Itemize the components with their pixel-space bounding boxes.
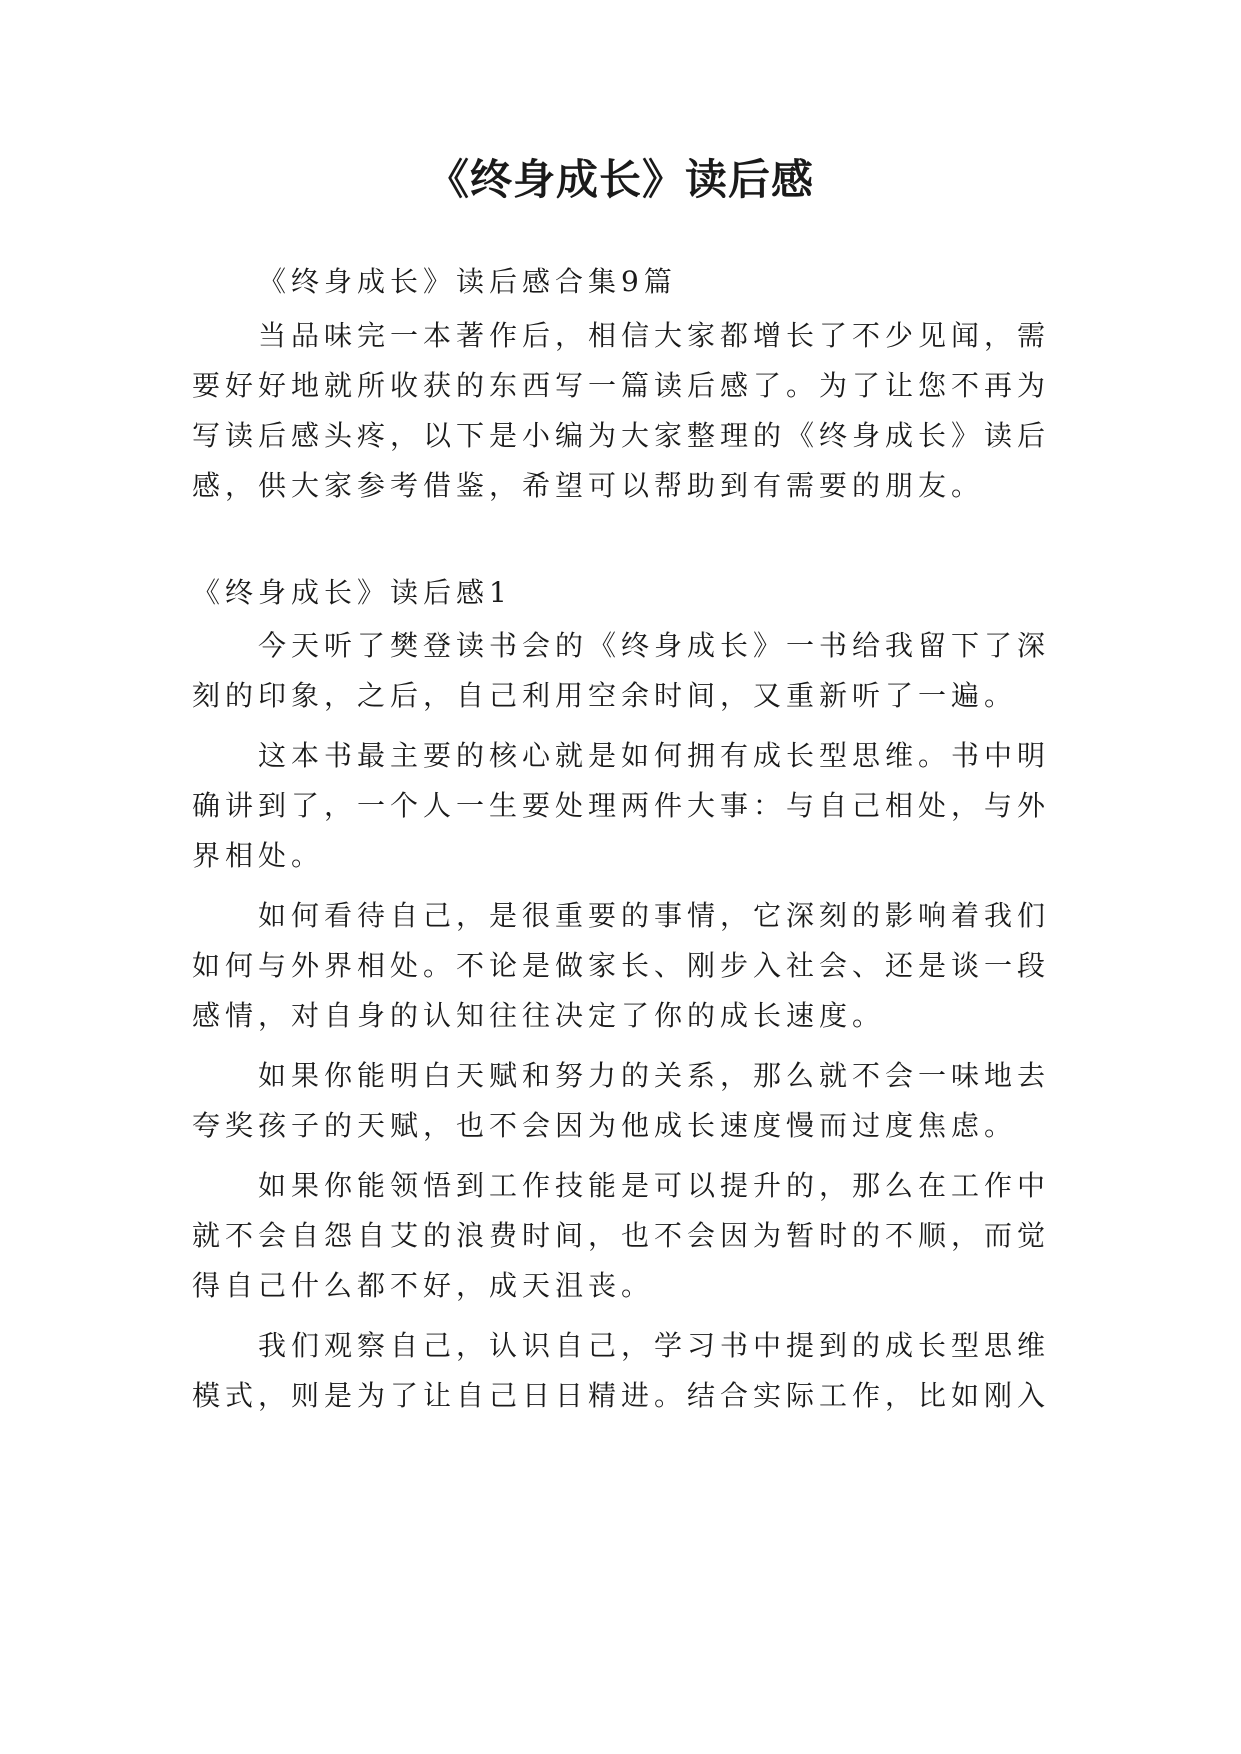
body-line-12: 就不会自怨自艾的浪费时间，也不会因为暂时的不顺，而觉: [192, 1219, 1051, 1252]
body-line-1: 今天听了樊登读书会的《终身成长》一书给我留下了深: [258, 629, 1051, 662]
intro-line-3: 写读后感头疼，以下是小编为大家整理的《终身成长》读后: [192, 419, 1051, 452]
intro-line-1: 当品味完一本著作后，相信大家都增长了不少见闻，需: [258, 319, 1051, 352]
body-line-4: 确讲到了，一个人一生要处理两件大事：与自己相处，与外: [192, 789, 1051, 822]
section-heading: 《终身成长》读后感1: [192, 576, 512, 609]
body-line-11: 如果你能领悟到工作技能是可以提升的，那么在工作中: [258, 1169, 1051, 1202]
body-line-14: 我们观察自己，认识自己，学习书中提到的成长型思维: [258, 1329, 1051, 1362]
body-line-7: 如何与外界相处。不论是做家长、刚步入社会、还是谈一段: [192, 949, 1051, 982]
body-line-15: 模式，则是为了让自己日日精进。结合实际工作，比如刚入: [192, 1379, 1051, 1412]
intro-line-2: 要好好地就所收获的东西写一篇读后感了。为了让您不再为: [192, 369, 1051, 402]
body-line-8: 感情，对自身的认知往往决定了你的成长速度。: [192, 999, 886, 1032]
body-line-10: 夸奖孩子的天赋，也不会因为他成长速度慢而过度焦虑。: [192, 1109, 1018, 1142]
collection-subtitle: 《终身成长》读后感合集9篇: [258, 265, 677, 298]
body-line-2: 刻的印象，之后，自己利用空余时间，又重新听了一遍。: [192, 679, 1018, 712]
body-line-5: 界相处。: [192, 839, 325, 872]
body-line-9: 如果你能明白天赋和努力的关系，那么就不会一味地去: [258, 1059, 1051, 1092]
body-line-13: 得自己什么都不好，成天沮丧。: [192, 1269, 655, 1302]
body-line-3: 这本书最主要的核心就是如何拥有成长型思维。书中明: [258, 739, 1051, 772]
body-line-6: 如何看待自己，是很重要的事情，它深刻的影响着我们: [258, 899, 1051, 932]
document-title: 《终身成长》读后感: [426, 155, 814, 204]
intro-line-4: 感，供大家参考借鉴，希望可以帮助到有需要的朋友。: [192, 469, 985, 502]
